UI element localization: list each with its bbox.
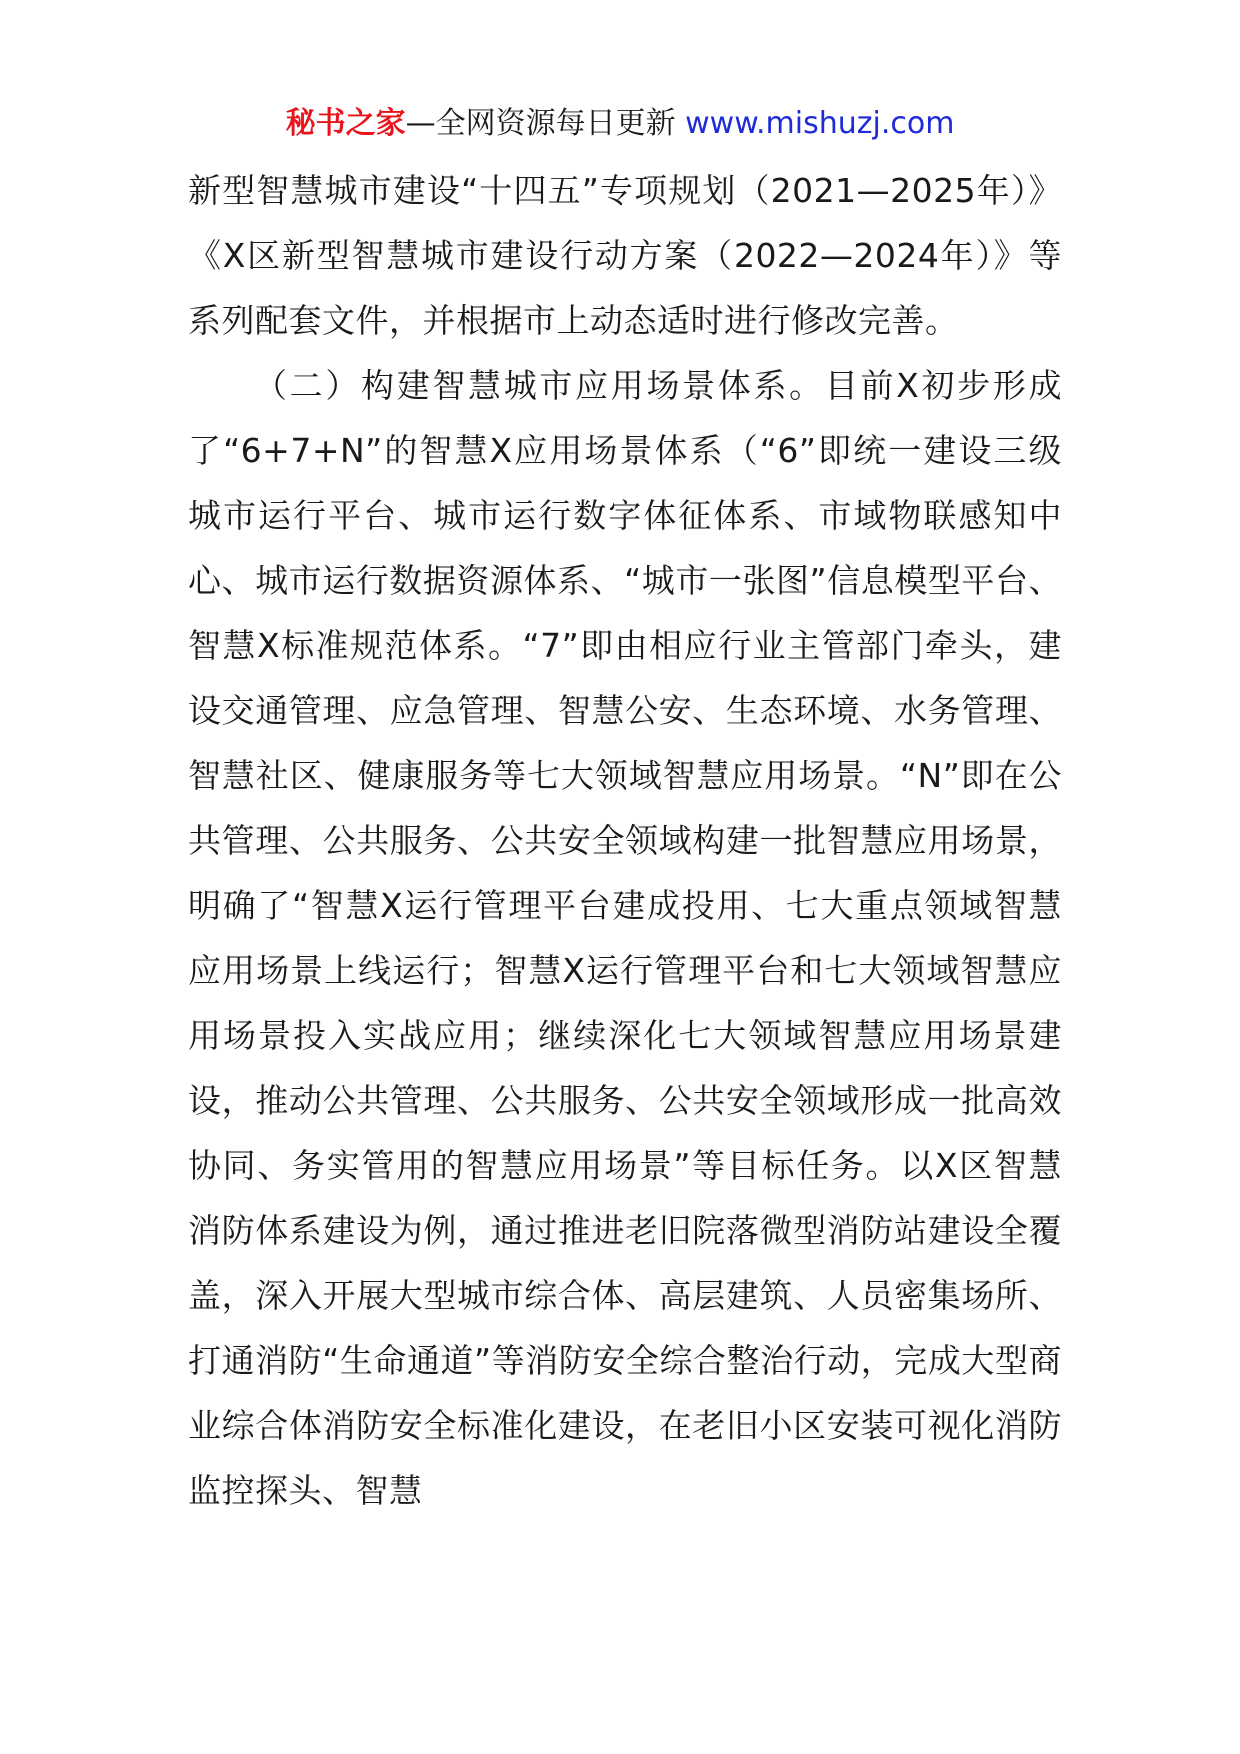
- paragraph-continued: 新型智慧城市建设“十四五”专项规划（2021—2025年）》《X区新型智慧城市建设行动方案（2022—2024年）》等系列配套文件，并根据市上动态适时进行修改完善。: [188, 171, 1062, 340]
- paragraph-section-2: （二）构建智慧城市应用场景体系。目前X初步形成了“6+7+N”的智慧X应用场景体系（“6”即统一建设三级城市运行平台、城市运行数字体征体系、市域物联感知中心、城市运行数据资源体系、“城市一张图”信息模型平台、智慧X标准规范体系。“7”即由相应行业主管部门牵头，建设交通管理、应急管理、智慧公安、生态环境、水务管理、智慧社区、健康服务等七大领域智慧应用场景。“N”即在公共管理、公共服务、公共安全领域构建一批智慧应用场景，明确了“智慧X运行管理平台建成投用、七大重点领域智慧应用场景上线运行；智慧X运行管理平台和七大领域智慧应用场景投入实战应用；继续深化七大领域智慧应用场景建设，推动公共管理、公共服务、公共安全领域形成一批高效协同、务实管用的智慧应用场景”等目标任务。以X区智慧消防体系建设为例，通过推进老旧院落微型消防站建设全覆盖，深入开展大型城市综合体、高层建筑、人员密集场所、打通消防“生命通道”等消防安全综合整治行动，完成大型商业综合体消防安全标准化建设，在老旧小区安装可视化消防监控探头、智慧: [188, 366, 1062, 1510]
- document-body: [188, 158, 1062, 1523]
- site-header: [0, 103, 1240, 145]
- site-tagline: —全网资源每日更新: [405, 106, 686, 141]
- site-url[interactable]: www.mishuzj.com: [685, 106, 955, 141]
- site-brand: 秘书之家: [285, 106, 406, 141]
